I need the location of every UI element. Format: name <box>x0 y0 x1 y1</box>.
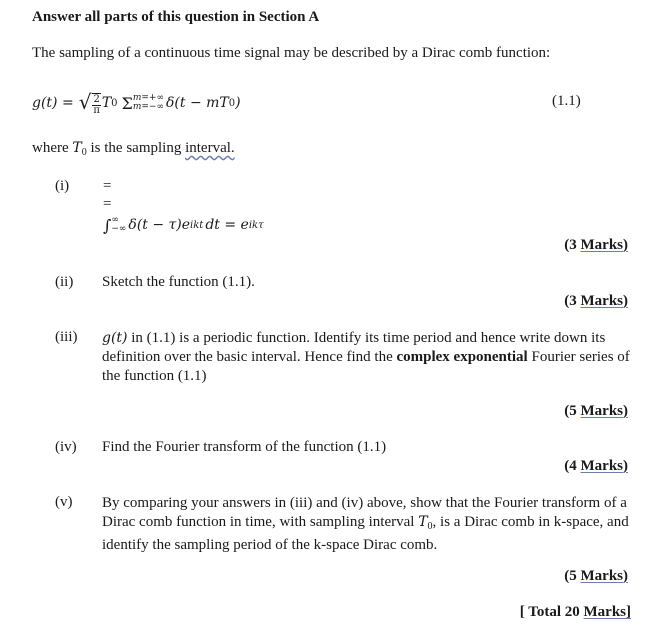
equation-body-end: ) <box>235 95 241 111</box>
part-i-label: (i) <box>55 178 70 194</box>
equation-body-sub: 0 <box>228 97 236 109</box>
where-prefix: where <box>32 140 69 156</box>
where-symbol: T <box>72 140 82 156</box>
part-v-math: T <box>418 514 428 530</box>
part-iv-marks-value: 4 <box>569 458 577 474</box>
integral-lower: −∞ <box>111 224 127 234</box>
frac-denominator: π <box>93 105 100 117</box>
part-ii-label: (ii) <box>55 274 74 290</box>
equation-body: δ(t − mT <box>165 95 229 111</box>
equation-1-1 <box>32 88 241 118</box>
where-line <box>32 140 235 158</box>
integral-sup-1: ikt <box>190 219 204 231</box>
part-v-text <box>102 494 632 555</box>
intro-text: The sampling of a continuous time signal may be described by a Dirac comb function: <box>32 45 551 61</box>
equation-coeff-sub: 0 <box>111 97 118 109</box>
section-heading: Answer all parts of this question in Section A <box>32 9 320 25</box>
total-suffix: ] <box>626 604 631 620</box>
part-iii-text-a: in (1.1) is a periodic function. Identify its time period and hence write down its definition over the basic interval. Hence find the <box>102 330 606 365</box>
part-iii-marks: (5 Marks) <box>564 403 628 419</box>
sum-top: m=+∞ <box>132 93 164 103</box>
frac-numerator: 2 <box>93 94 100 106</box>
part-iii-text <box>102 329 632 386</box>
part-i-line-2: = <box>103 196 112 212</box>
part-iv-text: Find the Fourier transform of the function (1.1) <box>102 439 387 455</box>
integral-limits <box>111 216 126 234</box>
sum-bottom: m=−∞ <box>132 102 164 112</box>
part-v-text-a: By comparing your answers in (iii) and (iv) above, show that the Fourier transform of a Dirac comb function in time, with sampling interval <box>102 495 627 530</box>
part-iii-label: (iii) <box>55 329 78 345</box>
part-i-line-1: = <box>103 178 112 194</box>
part-ii-marks: (3 Marks) <box>564 293 628 309</box>
total-prefix: [ Total 20 <box>519 604 580 620</box>
part-iii-math: g(t) <box>102 330 128 346</box>
part-iii-marks-value: 5 <box>569 403 577 419</box>
where-last: interval. <box>185 140 235 156</box>
equation-coeff: T <box>101 95 112 111</box>
integral-upper: ∞ <box>111 215 119 225</box>
part-iii-marks-word: Marks <box>580 403 623 419</box>
part-ii-text: Sketch the function (1.1). <box>102 274 255 290</box>
equation-number: (1.1) <box>552 93 581 109</box>
total-marks <box>520 604 631 621</box>
sum-limits <box>133 94 164 112</box>
equation-lhs: g(t) = <box>32 95 74 111</box>
where-middle: is the sampling <box>90 140 182 156</box>
integral-body: δ(t − τ)e <box>128 217 191 233</box>
integral-mid: dt = e <box>205 217 249 233</box>
part-v-marks: (5 Marks) <box>564 568 628 584</box>
part-ii-marks-value: 3 <box>569 293 577 309</box>
integral-sup-2: ikτ <box>248 219 264 231</box>
part-ii-marks-word: Marks <box>580 293 623 309</box>
sum-symbol: Σ <box>121 93 133 113</box>
part-i-integral <box>103 212 264 238</box>
part-v-marks-value: 5 <box>569 568 577 584</box>
integral-symbol: ∫ <box>103 215 112 235</box>
part-i-marks: (3 Marks) <box>564 237 628 253</box>
part-v-marks-word: Marks <box>580 568 623 584</box>
part-i-marks-word: Marks <box>580 237 623 253</box>
part-i-marks-value: 3 <box>569 237 577 253</box>
total-word: Marks <box>583 604 626 620</box>
part-iv-marks: (4 Marks) <box>564 458 628 474</box>
part-iii-text-bold: complex exponential <box>396 349 528 365</box>
where-symbol-sub: 0 <box>81 147 87 158</box>
part-v-label: (v) <box>55 494 73 510</box>
part-iii-text-b: Fourier series of the function (1.1) <box>102 349 630 384</box>
part-v-math-sub: 0 <box>427 521 433 532</box>
part-iv-label: (iv) <box>55 439 77 455</box>
part-iv-marks-word: Marks <box>580 458 623 474</box>
sqrt-fraction: √ $\frac{2}{\pi}$ <box>78 89 100 117</box>
part-v-text-b: , is a Dirac comb in k-space, and identify the sampling period of the k-space Dirac comb. <box>102 514 629 553</box>
